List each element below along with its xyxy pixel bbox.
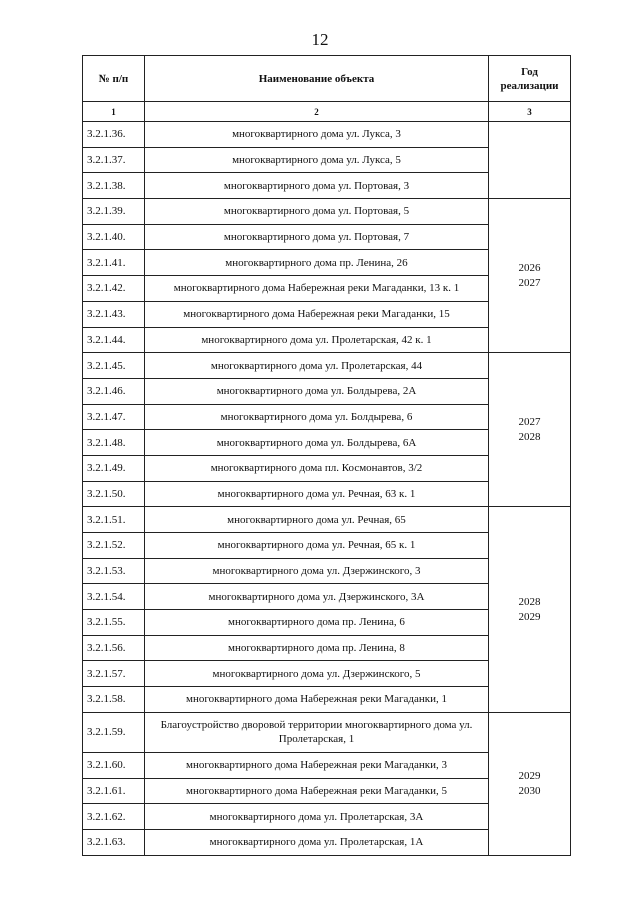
object-name: многоквартирного дома ул. Речная, 65 [145, 507, 489, 533]
object-name: многоквартирного дома ул. Речная, 65 к. 1 [145, 533, 489, 559]
object-name: многоквартирного дома пр. Ленина, 8 [145, 635, 489, 661]
object-name: многоквартирного дома ул. Дзержинского, 3 [145, 558, 489, 584]
row-number: 3.2.1.37. [83, 147, 145, 173]
implementation-year: 2027 2028 [489, 353, 571, 507]
row-number: 3.2.1.53. [83, 558, 145, 584]
column-number: 2 [145, 102, 489, 122]
object-name: многоквартирного дома пл. Космонавтов, 3/2 [145, 455, 489, 481]
implementation-year: 2029 2030 [489, 712, 571, 855]
object-name: многоквартирного дома ул. Лукса, 5 [145, 147, 489, 173]
object-name: Благоустройство дворовой территории многоквартирного дома ул. Пролетарская, 1 [145, 712, 489, 752]
object-name: многоквартирного дома ул. Портовая, 5 [145, 199, 489, 225]
table-row [83, 122, 571, 148]
row-number: 3.2.1.58. [83, 687, 145, 713]
object-name: многоквартирного дома ул. Пролетарская, 3А [145, 804, 489, 830]
row-number: 3.2.1.55. [83, 610, 145, 636]
row-number: 3.2.1.54. [83, 584, 145, 610]
row-number: 3.2.1.63. [83, 829, 145, 855]
row-number: 3.2.1.46. [83, 378, 145, 404]
row-number: 3.2.1.36. [83, 122, 145, 148]
object-name: многоквартирного дома ул. Дзержинского, 5 [145, 661, 489, 687]
row-number: 3.2.1.59. [83, 712, 145, 752]
objects-table [82, 55, 571, 856]
row-number: 3.2.1.57. [83, 661, 145, 687]
row-number: 3.2.1.51. [83, 507, 145, 533]
table-row [83, 199, 571, 225]
row-number: 3.2.1.39. [83, 199, 145, 225]
row-number: 3.2.1.40. [83, 224, 145, 250]
object-name: многоквартирного дома Набережная реки Магаданки, 5 [145, 778, 489, 804]
object-name: многоквартирного дома ул. Болдырева, 6А [145, 430, 489, 456]
object-name: многоквартирного дома ул. Болдырева, 6 [145, 404, 489, 430]
header-name: Наименование объекта [145, 56, 489, 102]
table-header-row [83, 56, 571, 102]
object-name: многоквартирного дома Набережная реки Магаданки, 1 [145, 687, 489, 713]
column-number: 1 [83, 102, 145, 122]
row-number: 3.2.1.48. [83, 430, 145, 456]
row-number: 3.2.1.42. [83, 276, 145, 302]
row-number: 3.2.1.47. [83, 404, 145, 430]
row-number: 3.2.1.38. [83, 173, 145, 199]
implementation-year [489, 122, 571, 199]
table-row [83, 507, 571, 533]
header-year: Год реализации [489, 56, 571, 102]
header-num: № п/п [83, 56, 145, 102]
object-name: многоквартирного дома ул. Лукса, 3 [145, 122, 489, 148]
object-name: многоквартирного дома Набережная реки Магаданки, 13 к. 1 [145, 276, 489, 302]
implementation-year: 2026 2027 [489, 199, 571, 353]
object-name: многоквартирного дома ул. Пролетарская, 1А [145, 829, 489, 855]
row-number: 3.2.1.56. [83, 635, 145, 661]
table-row [83, 353, 571, 379]
row-number: 3.2.1.44. [83, 327, 145, 353]
row-number: 3.2.1.45. [83, 353, 145, 379]
object-name: многоквартирного дома ул. Портовая, 3 [145, 173, 489, 199]
row-number: 3.2.1.49. [83, 455, 145, 481]
row-number: 3.2.1.50. [83, 481, 145, 507]
object-name: многоквартирного дома ул. Пролетарская, 44 [145, 353, 489, 379]
table-row [83, 712, 571, 752]
object-name: многоквартирного дома ул. Дзержинского, 3А [145, 584, 489, 610]
row-number: 3.2.1.62. [83, 804, 145, 830]
object-name: многоквартирного дома ул. Пролетарская, 42 к. 1 [145, 327, 489, 353]
row-number: 3.2.1.60. [83, 752, 145, 778]
object-name: многоквартирного дома пр. Ленина, 26 [145, 250, 489, 276]
row-number: 3.2.1.41. [83, 250, 145, 276]
object-name: многоквартирного дома ул. Портовая, 7 [145, 224, 489, 250]
object-name: многоквартирного дома ул. Болдырева, 2А [145, 378, 489, 404]
implementation-year: 2028 2029 [489, 507, 571, 713]
row-number: 3.2.1.61. [83, 778, 145, 804]
row-number: 3.2.1.43. [83, 301, 145, 327]
table-body [83, 122, 571, 856]
object-name: многоквартирного дома Набережная реки Магаданки, 15 [145, 301, 489, 327]
page-number: 12 [311, 30, 329, 49]
object-name: многоквартирного дома ул. Речная, 63 к. 1 [145, 481, 489, 507]
object-name: многоквартирного дома пр. Ленина, 6 [145, 610, 489, 636]
column-numbers-row [83, 102, 571, 122]
row-number: 3.2.1.52. [83, 533, 145, 559]
object-name: многоквартирного дома Набережная реки Магаданки, 3 [145, 752, 489, 778]
column-number: 3 [489, 102, 571, 122]
